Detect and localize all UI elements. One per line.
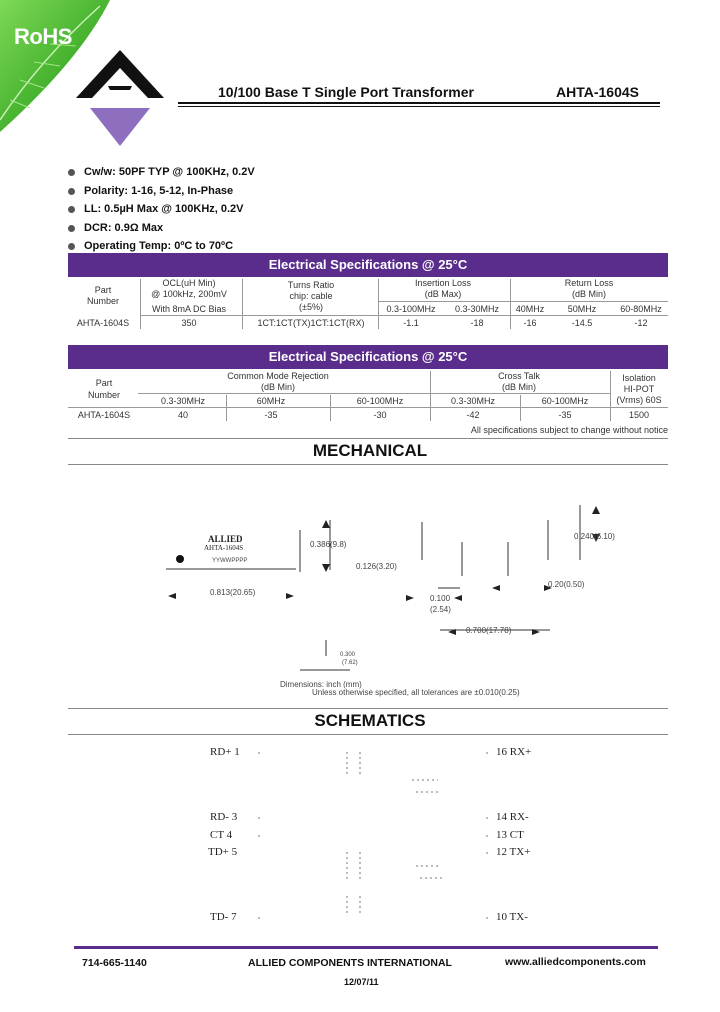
spec1-row-il1: -1.1 — [403, 318, 419, 328]
spec1-turns-hdr-2: chip: cable — [289, 291, 333, 301]
part-number-title: AHTA-1604S — [556, 84, 639, 100]
dim-length: 0.813(20.65) — [210, 588, 256, 597]
mechanical-drawing — [0, 480, 720, 700]
footer-rule — [74, 946, 658, 949]
spec1-row-rl1: -16 — [523, 318, 537, 328]
spec1-row-part: AHTA-1604S — [76, 318, 130, 328]
spec1-row-rl2: -14.5 — [571, 318, 593, 328]
bullet-icon — [68, 188, 75, 195]
dim-width: 0.240(6.10) — [574, 532, 615, 541]
dim-standoff: 0.126(3.20) — [356, 562, 397, 571]
dim-span-mm: (7.62) — [342, 660, 358, 666]
spec1-rl-hdr-2: (dB Min) — [571, 289, 606, 299]
spec1-rl-sub-2: 50MHz — [567, 304, 597, 314]
spec2-row-rule — [68, 407, 668, 408]
spec2-part-hdr-1: Part — [95, 378, 113, 388]
part-marking-number: AHTA-1604S — [204, 544, 244, 552]
spec2-cmr-hdr-2: (dB Min) — [260, 382, 295, 392]
dim-pitch: 0.100 — [430, 594, 451, 603]
section-rule — [68, 464, 668, 465]
pin-rx-plus: 16 RX+ — [496, 746, 532, 758]
rohs-label: RoHS — [14, 24, 72, 49]
spec1-il-sub-2: 0.3-30MHz — [454, 304, 499, 314]
footer-website-link[interactable]: www.alliedcomponents.com — [505, 956, 646, 968]
spec1-col-rule — [140, 279, 141, 329]
spec1-subhead-rule — [378, 301, 668, 302]
spec2-cmr-hdr-1: Common Mode Rejection — [227, 371, 329, 381]
dimensions-note: Dimensions: inch (mm) — [280, 680, 362, 689]
spec1-part-hdr-2: Number — [86, 296, 119, 306]
allied-logo-icon — [70, 46, 170, 152]
bullet-icon — [68, 225, 75, 232]
spec1-il-hdr-2: (dB Max) — [424, 289, 462, 299]
spec2-table — [68, 369, 668, 437]
spec2-row-cmr1: 40 — [177, 410, 188, 420]
spec2-part-hdr-2: Number — [87, 390, 120, 400]
spec1-il-hdr-1: Insertion Loss — [414, 278, 472, 288]
spec1-il-sub-1: 0.3-100MHz — [386, 304, 436, 314]
spec1-ocl-hdr-3: With 8mA DC Bias — [151, 304, 227, 314]
spec2-ct-sub-2: 60-100MHz — [541, 396, 589, 406]
spec2-subhead-rule — [138, 393, 610, 394]
dim-lead: 0.20(0.50) — [548, 580, 585, 589]
schematic-diagram — [0, 740, 720, 930]
spec1-row-rule — [140, 315, 668, 316]
spec1-row-turns: 1CT:1CT(TX)1CT:1CT(RX) — [257, 318, 365, 328]
mechanical-title: MECHANICAL — [312, 441, 428, 460]
spec1-rl-sub-3: 60-80MHz — [620, 304, 662, 314]
footer-date: 12/07/11 — [344, 977, 379, 987]
schematics-title: SCHEMATICS — [314, 711, 426, 730]
section-rule — [68, 734, 668, 735]
spec1-turns-hdr-1: Turns Ratio — [287, 280, 335, 290]
section-rule — [68, 438, 668, 439]
pin-td-plus: TD+ 5 — [208, 846, 238, 858]
spec1-row-il2: -18 — [470, 318, 484, 328]
spec2-cmr-sub-3: 60-100MHz — [356, 396, 404, 406]
pin-ct-right: 13 CT — [496, 829, 524, 841]
spec2-iso-hdr-2: HI-POT — [623, 384, 655, 394]
pin-tx-plus: 12 TX+ — [496, 846, 531, 858]
bullet-icon — [68, 169, 75, 176]
spec1-turns-hdr-3: (±5%) — [299, 302, 323, 312]
spec2-band: Electrical Specifications @ 25°C — [68, 345, 668, 369]
schematic-lines — [0, 740, 720, 930]
dim-span: 0.300 — [340, 652, 356, 658]
mechanical-lines — [0, 480, 720, 700]
spec1-row-ocl: 350 — [181, 318, 197, 328]
spec1-ocl-hdr-2: @ 100kHz, 200mV — [151, 289, 227, 299]
part-marking-code: YYWWPPPP — [212, 558, 248, 564]
pin-rd-plus: RD+ 1 — [210, 746, 240, 758]
spec2-ct-hdr-2: (dB Min) — [501, 382, 536, 392]
document-title: 10/100 Base T Single Port Transformer — [218, 84, 474, 100]
spec1-ocl-hdr-1: OCL(uH Min) — [162, 278, 216, 288]
spec2-row-ct2: -35 — [558, 410, 572, 420]
pin-rd-minus: RD- 3 — [210, 811, 238, 823]
section-rule — [68, 708, 668, 709]
spec2-iso-hdr-1: Isolation — [622, 373, 656, 383]
spec2-cmr-sub-2: 60MHz — [256, 396, 286, 406]
pin-tx-minus: 10 TX- — [496, 911, 528, 923]
spec1-part-hdr-1: Part — [94, 285, 112, 295]
spec2-row-cmr2: -35 — [264, 410, 278, 420]
spec2-iso-hdr-3: (Vrms) 60S — [616, 395, 662, 405]
spec1-rl-hdr-1: Return Loss — [564, 278, 614, 288]
pin-ct-left: CT 4 — [210, 829, 233, 841]
spec-note: All specifications subject to change without notice — [470, 425, 668, 435]
header-rule-thin — [178, 106, 660, 107]
bullet-icon — [68, 243, 75, 250]
spec1-col-rule — [242, 279, 243, 329]
spec2-ct-sub-1: 0.3-30MHz — [450, 396, 495, 406]
bullet-icon — [68, 206, 75, 213]
footer-phone: 714-665-1140 — [82, 957, 147, 969]
spec1-row-rl3: -12 — [634, 318, 648, 328]
spec2-row-iso: 1500 — [628, 410, 650, 420]
spec1-table — [68, 277, 668, 333]
pin-td-minus: TD- 7 — [210, 911, 237, 923]
part-marking-brand: ALLIED — [208, 534, 243, 544]
spec2-ct-hdr-1: Cross Talk — [498, 371, 540, 381]
header-rule — [178, 102, 660, 104]
spec2-cmr-sub-1: 0.3-30MHz — [160, 396, 205, 406]
dim-row-spacing: 0.700(17.78) — [466, 626, 512, 635]
spec1-band: Electrical Specifications @ 25°C — [68, 253, 668, 277]
dim-pitch-mm: (2.54) — [430, 605, 451, 614]
spec2-row-cmr3: -30 — [373, 410, 387, 420]
pin-rx-minus: 14 RX- — [496, 811, 529, 823]
footer-company: ALLIED COMPONENTS INTERNATIONAL — [248, 957, 452, 969]
spec2-row-ct1: -42 — [466, 410, 480, 420]
spec2-row-part: AHTA-1604S — [77, 410, 131, 420]
dim-height: 0.386(9.8) — [310, 540, 347, 549]
tolerance-note: Unless otherwise specified, all tolerances are ±0.010(0.25) — [312, 688, 520, 697]
spec1-rl-sub-1: 40MHz — [515, 304, 545, 314]
